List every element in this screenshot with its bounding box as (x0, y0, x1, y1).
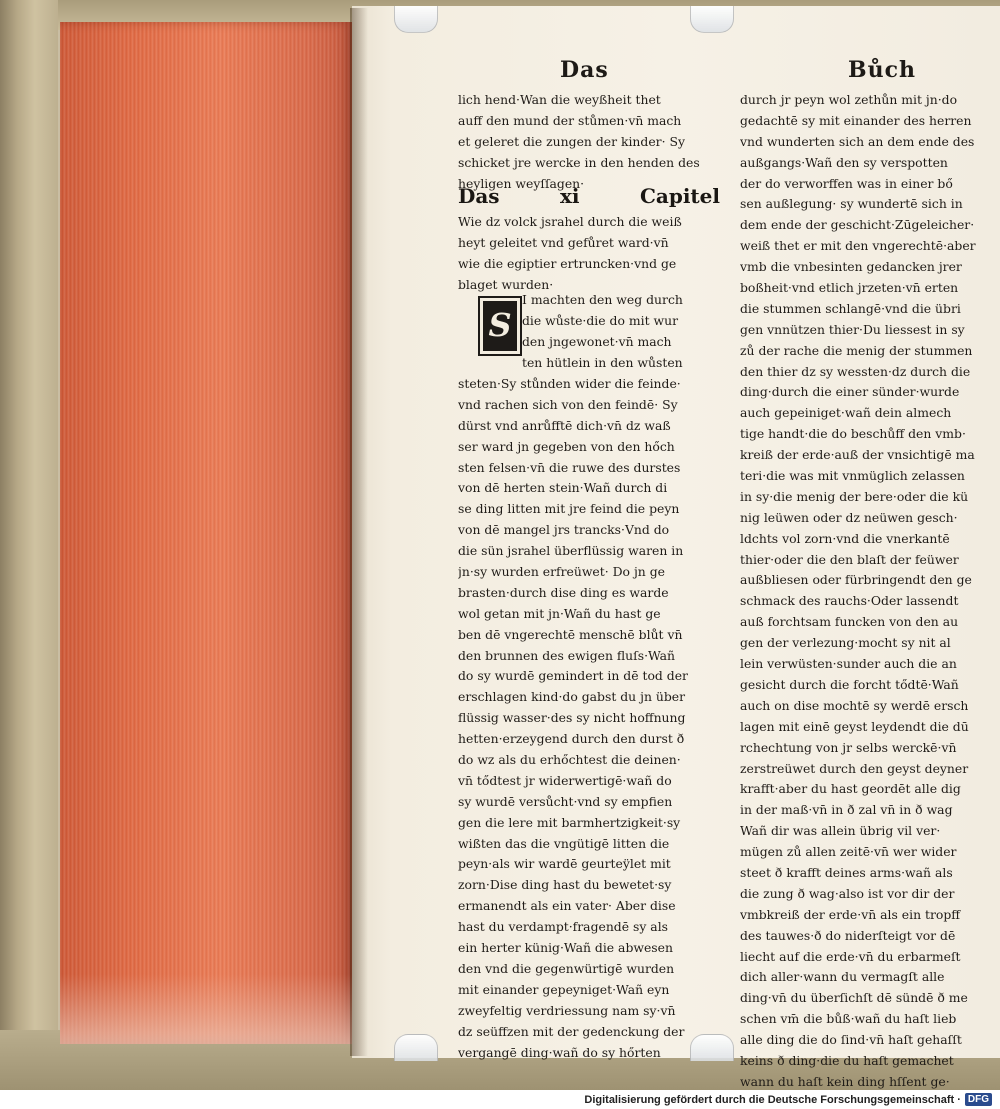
text-line: weiß thet er mit den vngerechtē·aber (740, 238, 976, 254)
running-head-left: Das (560, 57, 609, 83)
text-line: peyn·als wir wardē geurteÿlet mit (458, 856, 671, 872)
chapter-heading-word: Das (458, 184, 500, 208)
chapter-heading-number: xi (560, 184, 580, 208)
text-line: außbliesen oder fürbringendt den ge (740, 572, 972, 588)
text-line: ten hütlein in den wůsten (522, 354, 683, 370)
text-line: schen vm̄ die bůß·wañ du haſt lieb (740, 1011, 957, 1027)
text-line: do wz als du erhőchtest die deinen· (458, 752, 681, 768)
funding-credit: Digitalisierung gefördert durch die Deutsche Forschungsgemeinschaft · (584, 1093, 961, 1106)
text-line: thier·oder die den blaſt der feüwer (740, 551, 959, 567)
text-line: dürst vnd anrůfftē dich·vn̄ dz waß (458, 417, 671, 433)
text-line: blaget wurden· (458, 276, 554, 292)
text-line: den jngewonet·vn̄ mach (522, 333, 672, 349)
text-line: zorn·Dise ding hast du bewetet·sy (458, 877, 672, 893)
dfg-logo: DFG (965, 1093, 992, 1106)
text-line: sen außlegung· sy wundertē sich in (740, 196, 963, 212)
text-line: tige handt·die do beschůff den vmb· (740, 426, 966, 442)
text-line: ermanendt als ein vater· Aber dise (458, 898, 676, 914)
text-line: auff den mund der stůmen·vn̄ mach (458, 112, 682, 128)
text-line: gen der verlezung·mocht sy nit al (740, 635, 951, 651)
text-line: keins ð ding·die du haſt gemachet (740, 1052, 954, 1068)
text-line: der do verworffen was in einer bő (740, 175, 953, 191)
text-line: steten·Sy stůnden wider die feinde· (458, 376, 681, 391)
text-line: heyligen weyſſagen· (458, 175, 585, 191)
text-line: zweyfeltig verdriessung nam sy·vn̄ (458, 1002, 676, 1018)
text-line: liecht auf die erde·vn̄ du erbarmeſt (740, 948, 961, 964)
book-cover-left (0, 0, 58, 1090)
text-line: in sy·die menig der bere·oder die kü (740, 488, 969, 504)
text-line: schicket jre wercke in den henden des (458, 154, 700, 170)
text-line: die zung ð wag·also ist vor dir der (740, 885, 955, 901)
text-line: lich hend·Wan die weyßheit thet (458, 92, 661, 107)
text-line: dich aller·wann du vermagſt alle (740, 969, 945, 985)
page-clip-top-left (394, 6, 438, 33)
text-line: alle ding die do ſind·vn̄ haſt gehaſſt (740, 1032, 962, 1048)
text-line: gen die lere mit barmhertzigkeit·sy (458, 814, 681, 830)
text-line: kreiß der erde·auß der vnsichtigē ma (740, 447, 975, 463)
text-line: steet ð krafft deines arms·wañ als (740, 864, 953, 880)
text-line: die stummen schlangē·vnd die übri (740, 300, 961, 316)
text-line: durch jr peyn wol zethůn mit jn·do (740, 92, 958, 107)
red-page-edges (60, 22, 352, 1044)
text-line: vergangē ding·wañ do sy hőrten (458, 1044, 661, 1060)
chapter-body-text (458, 374, 720, 1063)
text-line: heyt geleitet vnd gefůret ward·vn̄ (458, 234, 669, 250)
text-line: schmack des rauchs·Oder lassendt (740, 593, 959, 609)
text-line: gesicht durch die forcht tődtē·Wañ (740, 676, 959, 692)
text-line: I machten den weg durch (522, 292, 683, 307)
text-line: boßheit·vnd etlich jrzeten·vn̄ erten (740, 280, 959, 296)
text-line: die wůste·die do mit wur (522, 312, 678, 328)
footer-credit-bar (0, 1090, 1000, 1109)
text-line: sy wurdē versůcht·vnd sy empfien (458, 793, 673, 809)
text-line: wißten das die vngütigē litten die (458, 835, 670, 851)
text-line: gen vnnützen thier·Du liessest in sy (740, 321, 965, 337)
text-line: von dē herten stein·Wañ durch di (458, 480, 668, 496)
text-line: krafft·aber du hast geordēt alle dig (740, 781, 961, 797)
text-line: wann du haſt kein ding hſſent ge· (740, 1073, 950, 1089)
text-line: hast du verdampt·fragendē sy als (458, 919, 669, 935)
text-line: den thier dz sy wessten·dz durch die (740, 363, 971, 379)
text-line: wie die egiptier ertruncken·vnd ge (458, 255, 677, 271)
text-line: brasten·durch dise ding es warde (458, 584, 669, 600)
chapter-heading-word: Capitel (639, 184, 720, 208)
text-line: dz seüffzen mit der gedenckung der (458, 1023, 685, 1039)
left-column-top-text (458, 90, 720, 194)
decorated-initial (478, 296, 522, 356)
text-line: ldchts vol zorn·vnd die vnerkantē (740, 530, 950, 546)
text-line: mügen zů allen zeitē·vn̄ wer wider (740, 844, 957, 860)
text-line: jn·sy wurden erfreüwet· Do jn ge (458, 564, 665, 580)
text-line: in der maß·vn̄ in ð zal vn̄ in ð wag (740, 802, 953, 818)
running-head-right: Bůch (848, 57, 916, 83)
text-line: dem ende der geschicht·Zūgeleicher· (740, 217, 975, 233)
text-line: et geleret die zungen der kinder· Sy (458, 133, 685, 149)
page-gutter-shadow (350, 8, 368, 1056)
text-line: vmbkreiß der erde·vn̄ als ein tropff (740, 906, 961, 922)
text-line: den brunnen des ewigen fluſs·Wañ (458, 647, 676, 663)
text-line: lagen mit einē geyst leydendt die dū (740, 718, 969, 734)
text-line: flüssig wasser·des sy nicht hoffnung (458, 710, 686, 726)
text-line: vnd wunderten sich an dem ende des (740, 133, 975, 149)
text-line: erschlagen kind·do gabst du jn über (458, 689, 686, 705)
text-line: lein verwüsten·sunder auch die an (740, 656, 957, 672)
text-line: sten felsen·vn̄ die ruwe des durstes (458, 459, 681, 475)
text-line: nig leüwen oder dz neüwen gesch· (740, 509, 958, 525)
text-line: ding·durch die einer sünder·wurde (740, 384, 960, 400)
text-line: den vnd die gegenwürtigē wurden (458, 960, 675, 976)
text-line: auch on dise mochtē sy werdē ersch (740, 697, 969, 713)
text-line: von dē mangel jrs trancks·Vnd do (458, 522, 670, 538)
text-line: gedachtē sy mit einander des herren (740, 112, 972, 128)
text-line: se ding litten mit jre feind die peyn (458, 501, 680, 517)
text-line: do sy wurdē gemindert in dē tod der (458, 668, 688, 684)
chapter-heading (458, 184, 720, 208)
text-line: wol getan mit jn·Wañ du hast ge (458, 605, 661, 621)
text-line: teri·die was mit vnmüglich zelassen (740, 468, 965, 484)
text-line: auß forchtsam funcken von den au (740, 614, 959, 630)
chapter-body-beside-initial (522, 290, 722, 374)
text-line: zerstreüwet durch den geyst deyner (740, 760, 969, 776)
text-line: zů der rache die menig der stummen (740, 342, 973, 358)
text-line: auch gepeiniget·wañ dein almech (740, 405, 952, 421)
right-column-text (740, 90, 988, 1090)
chapter-summary (458, 212, 720, 296)
text-line: ein herter künig·Wañ die abwesen (458, 940, 673, 956)
text-line: rchechtung von jr selbs werckē·vn̄ (740, 739, 957, 755)
text-line: ser ward jn gegeben von den hőch (458, 438, 675, 454)
text-line: die sün jsrahel überflüssig waren in (458, 543, 684, 559)
text-line: außgangs·Wañ den sy verspotten (740, 154, 948, 170)
text-line: vn̄ tődtest jr widerwertigē·wañ do (458, 772, 672, 788)
text-line: Wie dz volck jsrahel durch die weiß (458, 214, 682, 229)
text-line: ben dē vngerechtē menschē blůt vn̄ (458, 626, 683, 642)
page-clip-bottom-left (394, 1034, 438, 1061)
text-line: vnd rachen sich von den feindē· Sy (458, 396, 678, 412)
initial-letter: S (488, 306, 512, 344)
text-line: mit einander gepeyniget·Wañ eyn (458, 981, 670, 997)
text-line: Wañ dir was allein übrig vil ver· (740, 823, 941, 839)
text-line: des tauwes·ð do niderſteigt vor dē (740, 927, 956, 943)
text-line: vmb die vnbesinten gedancken jrer (740, 259, 962, 275)
text-line: hetten·erzeygend durch den durst ð (458, 731, 685, 747)
page-clip-top-right (690, 6, 734, 33)
text-line: ding·vn̄ du überſichſt dē sündē ð me (740, 990, 968, 1006)
